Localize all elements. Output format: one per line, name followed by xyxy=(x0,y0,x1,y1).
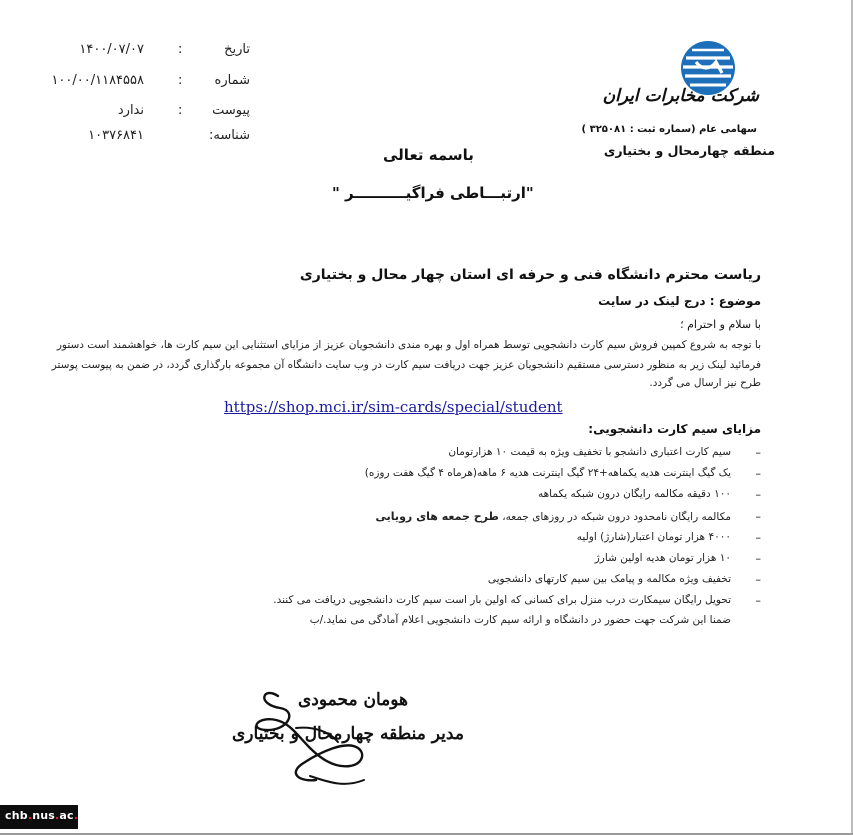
bullet-text: سیم کارت اعتباری دانشجو با تخفیف ویژه به قیمت ۱۰ هزارتومان xyxy=(448,446,731,458)
bullet-text: تخفیف ویژه مکالمه و پیامک بین سیم کارتهای دانشجویی xyxy=(487,573,731,585)
bullet-dash: – xyxy=(755,510,761,523)
bullet-text: تحویل رایگان سیمکارت درب منزل برای کسانی که اولین بار است سیم کارت دانشجویی دریافت می کنند. xyxy=(273,594,731,606)
bullet-dash: – xyxy=(755,488,761,501)
watermark-part: nus xyxy=(32,809,56,822)
meta-id-row xyxy=(40,128,250,146)
letter-greeting: با سلام و احترام ؛ xyxy=(680,318,761,331)
watermark-part: chb xyxy=(5,809,28,822)
meta-date-label: تاریخ xyxy=(224,42,250,57)
list-item xyxy=(161,573,761,593)
letter-salutation: باسمه تعالی xyxy=(383,146,474,164)
bullet-text-bold: طرح جمعه های رویایی xyxy=(375,510,499,523)
bullet-dash: – xyxy=(755,531,761,544)
bullet-text: ۴۰۰۰ هزار تومان اعتبار(شارژ) اولیه xyxy=(576,531,731,543)
meta-id-value: ۱۰۳۷۶۸۴۱ xyxy=(88,128,144,143)
letter-closing: ضمنا این شرکت جهت حضور در دانشگاه و ارائه سیم کارت دانشجویی اعلام آمادگی می نماید./ب xyxy=(309,614,731,626)
site-watermark-text xyxy=(5,809,88,822)
letter-body-line: طرح نیز ارسال می گردد. xyxy=(649,377,761,389)
watermark-dot: . xyxy=(27,809,33,822)
list-item xyxy=(161,488,761,508)
list-item xyxy=(161,531,761,551)
signer-title: مدیر منطقه چهارمحال و بختیاری xyxy=(232,724,464,744)
bullet-dash: – xyxy=(755,446,761,459)
benefits-title: مزایای سیم کارت دانشجویی: xyxy=(588,422,761,436)
meta-colon: : xyxy=(178,73,183,88)
letter-recipient: ریاست محترم دانشگاه فنی و حرفه ای استان چهار محال و بختیاری xyxy=(299,267,761,283)
meta-date-value: ۱۴۰۰/۰۷/۰۷ xyxy=(79,42,144,57)
meta-id-label: شناسه: xyxy=(208,128,250,143)
list-item xyxy=(161,594,761,614)
letter-body-line: با توجه به شروع کمپین فروش سیم کارت دانشجویی توسط همراه اول و بهره مندی دانشجویان عزیز از مزایای استثنایی این سیم کارت ها، خواهشمند است دستور xyxy=(56,339,761,351)
letter-slogan: "ارتبـــاطی فراگیــــــــــر " xyxy=(332,184,534,202)
watermark-dot: . xyxy=(73,809,79,822)
signer-name: هومان محمودی xyxy=(298,690,409,710)
letter-body-line: فرمائید لینک زیر به منظور دسترسی مستقیم دانشجویان عزیز جهت دریافت سیم کارت در وب سایت دانشگاه آن مجموعه بارگذاری گردد، در ضمن به پیوست پوستر xyxy=(51,359,761,371)
bullet-dash: – xyxy=(755,594,761,607)
bullet-text: ۱۰ هزار تومان هدیه اولین شارژ xyxy=(594,552,731,564)
meta-number-value: ۱۰۰/۰۰/۱۱۸۴۵۵۸ xyxy=(51,73,144,88)
meta-date-row xyxy=(40,42,250,60)
meta-attachment-row xyxy=(40,103,250,121)
company-name: شرکت مخابرات ایران xyxy=(602,86,759,106)
site-watermark xyxy=(0,805,88,829)
meta-colon: : xyxy=(178,42,183,57)
letter-subject: موضوع : درج لینک در سایت xyxy=(598,294,761,308)
list-item xyxy=(161,510,761,530)
meta-number-label: شماره xyxy=(214,73,250,88)
company-region: منطقه چهارمحال و بختیاری xyxy=(603,143,775,158)
meta-attachment-label: پیوست xyxy=(212,103,250,118)
list-item xyxy=(161,552,761,572)
meta-attachment-value: ندارد xyxy=(117,103,144,118)
watermark-part: ir xyxy=(78,809,88,822)
bullet-dash: – xyxy=(755,467,761,480)
bullet-dash: – xyxy=(755,552,761,565)
bullet-text xyxy=(376,510,731,523)
watermark-dot: . xyxy=(55,809,60,822)
company-registration: سهامی عام (سماره ثبت : ۳۲۵۰۸۱ ) xyxy=(581,124,757,135)
bullet-text-plain: مکالمه رایگان نامحدود درون شبکه در روزهای جمعه، xyxy=(502,511,731,523)
bullet-dash: – xyxy=(755,573,761,586)
meta-colon: : xyxy=(178,103,183,118)
list-item xyxy=(161,467,761,487)
list-item xyxy=(161,446,761,466)
watermark-part: ac xyxy=(59,809,74,822)
student-sim-link[interactable]: https://shop.mci.ir/sim-cards/special/student xyxy=(224,398,563,416)
bullet-text: ۱۰۰ دقیقه مکالمه رایگان درون شبکه یکماهه xyxy=(538,488,731,500)
bullet-text: یک گیگ اینترنت هدیه یکماهه+۲۴ گیگ اینترنت هدیه ۶ ماهه(هرماه ۴ گیگ هفت روزه) xyxy=(364,467,731,479)
meta-number-row xyxy=(40,73,250,91)
